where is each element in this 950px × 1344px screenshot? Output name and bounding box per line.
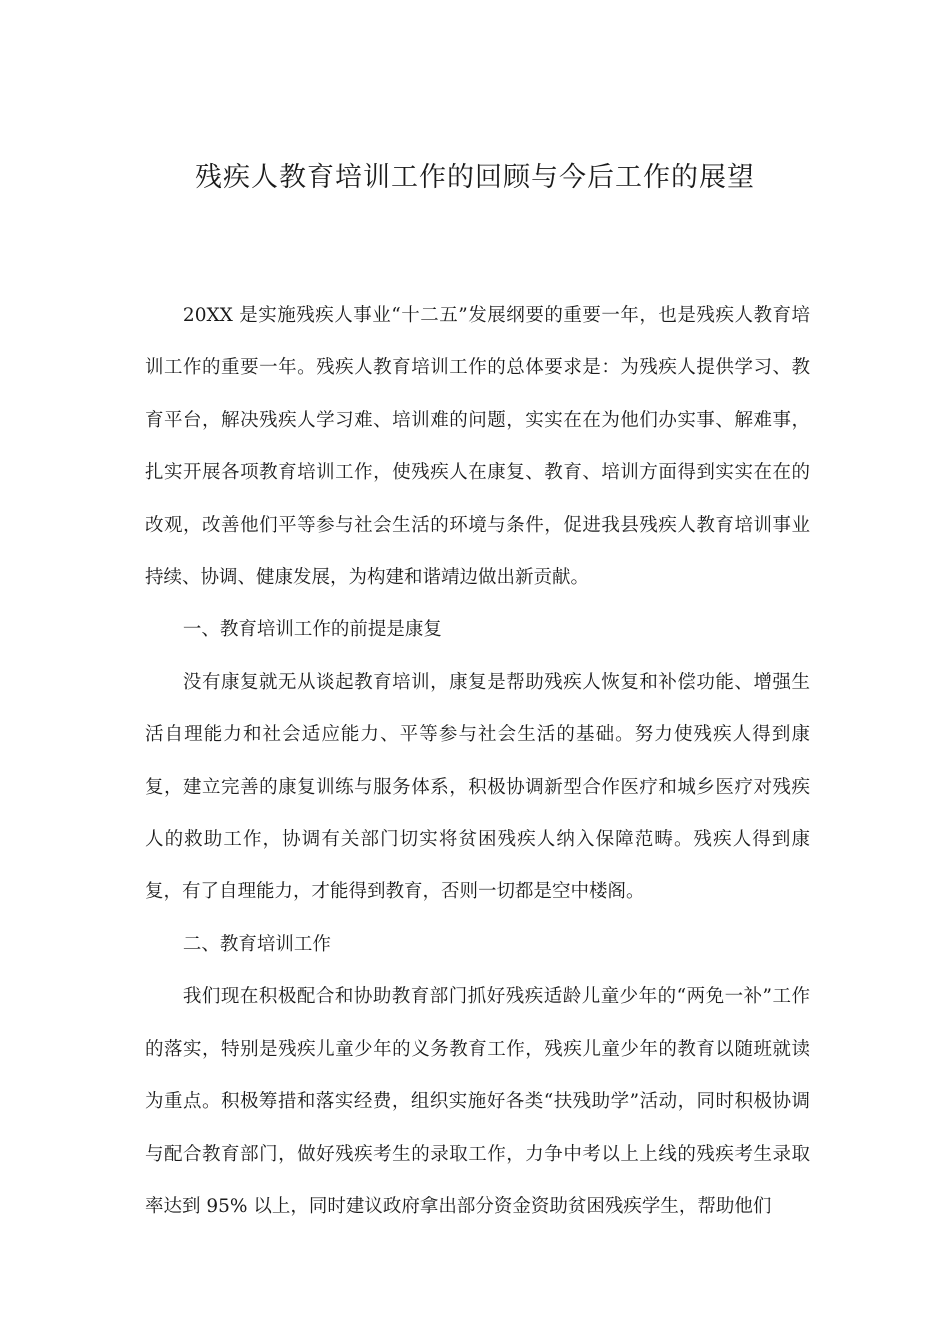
paragraph-intro: 20XX 是实施残疾人事业“十二五”发展纲要的重要一年，也是残疾人教育培训工作的重要一年。残疾人教育培训工作的总体要求是：为残疾人提供学习、教育平台，解决残疾人学习难、培训难的问题，实实在在为他们办实事、解难事，扎实开展各项教育培训工作，使残疾人在康复、教育、培训方面得到实实在在的改观，改善他们平等参与社会生活的环境与条件，促进我县残疾人教育培训事业持续、协调、健康发展，为构建和谐靖边做出新贡献。	[145, 305, 810, 589]
document-title: 残疾人教育培训工作的回顾与今后工作的展望	[195, 162, 755, 193]
paragraph-rehabilitation: 没有康复就无从谈起教育培训，康复是帮助残疾人恢复和补偿功能、增强生活自理能力和社会适应能力、平等参与社会生活的基础。努力使残疾人得到康复，建立完善的康复训练与服务体系，积极协调新型合作医疗和城乡医疗对残疾人的救助工作，协调有关部门切实将贫困残疾人纳入保障范畴。残疾人得到康复，有了自理能力，才能得到教育，否则一切都是空中楼阁。	[145, 671, 810, 903]
document-body	[145, 290, 810, 1233]
section-heading-rehabilitation: 一、教育培训工作的前提是康复	[182, 619, 442, 641]
section-heading-training: 二、教育培训工作	[182, 933, 331, 955]
paragraph-training: 我们现在积极配合和协助教育部门抓好残疾适龄儿童少年的“两免一补”工作的落实，特别是残疾儿童少年的义务教育工作，残疾儿童少年的教育以随班就读为重点。积极筹措和落实经费，组织实施好各类“扶残助学”活动，同时积极协调与配合教育部门，做好残疾考生的录取工作，力争中考以上上线的残疾考生录取率达到 95% 以上，同时建议政府拿出部分资金资助贫困残疾学生，帮助他们	[145, 986, 810, 1217]
